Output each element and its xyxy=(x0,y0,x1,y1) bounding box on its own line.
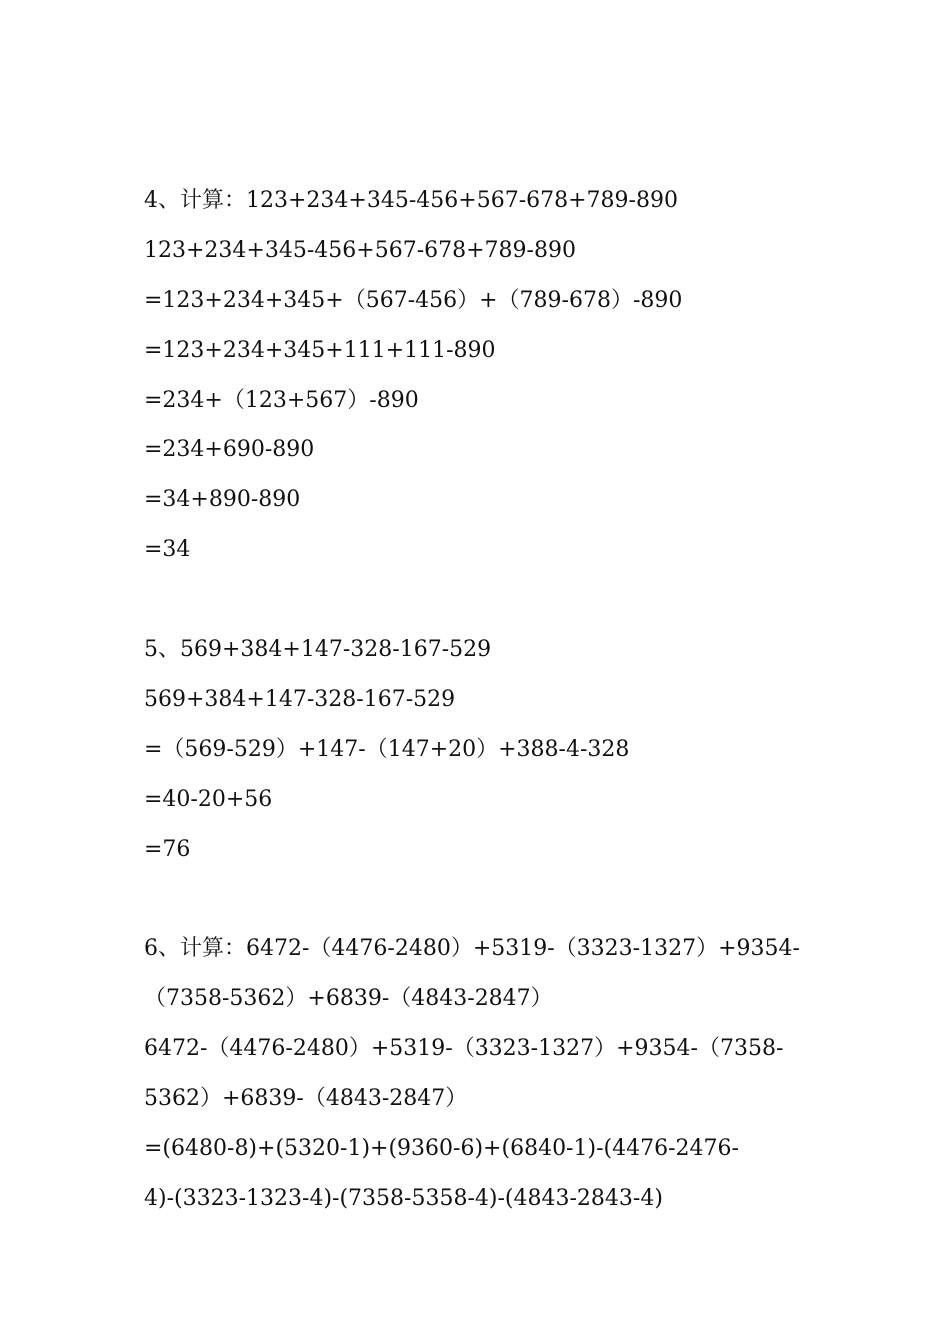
problem-6-heading: 6、计算：6472-（4476-2480）+5319-（3323-1327）+9354- xyxy=(144,936,800,962)
problem-4-step: =34+890-890 xyxy=(144,487,301,513)
problem-5-step: =（569-529）+147-（147+20）+388-4-328 xyxy=(144,736,630,762)
problem-5-heading: 5、569+384+147-328-167-529 xyxy=(144,637,492,663)
section-spacer xyxy=(144,575,824,625)
problem-6-step: =(6480-8)+(5320-1)+(9360-6)+(6840-1)-(4476-2476- xyxy=(144,1135,739,1161)
problem-4-step: =234+（123+567）-890 xyxy=(144,387,419,413)
problem-6-step: 6472-（4476-2480）+5319-（3323-1327）+9354-（7358- xyxy=(144,1036,784,1062)
problem-6-heading-continued: （7358-5362）+6839-（4843-2847） xyxy=(144,986,553,1012)
problem-6-step: 5362）+6839-（4843-2847） xyxy=(144,1086,468,1112)
math-solutions xyxy=(144,176,824,1224)
problem-5 xyxy=(144,625,824,874)
problem-4 xyxy=(144,176,824,575)
problem-4-step: 123+234+345-456+567-678+789-890 xyxy=(144,237,576,263)
problem-5-answer: =76 xyxy=(144,836,191,862)
problem-6 xyxy=(144,924,824,1223)
problem-6-step: 4)-(3323-1323-4)-(7358-5358-4)-(4843-2843-4) xyxy=(144,1185,663,1211)
problem-4-step: =234+690-890 xyxy=(144,437,315,463)
problem-4-heading: 4、计算：123+234+345-456+567-678+789-890 xyxy=(144,188,678,213)
problem-5-step: 569+384+147-328-167-529 xyxy=(144,686,456,712)
problem-4-step: =123+234+345+111+111-890 xyxy=(144,337,496,363)
problem-4-answer: =34 xyxy=(144,537,191,563)
section-spacer xyxy=(144,874,824,924)
problem-4-step: =123+234+345+（567-456）+（789-678）-890 xyxy=(144,287,683,313)
problem-5-step: =40-20+56 xyxy=(144,786,273,812)
